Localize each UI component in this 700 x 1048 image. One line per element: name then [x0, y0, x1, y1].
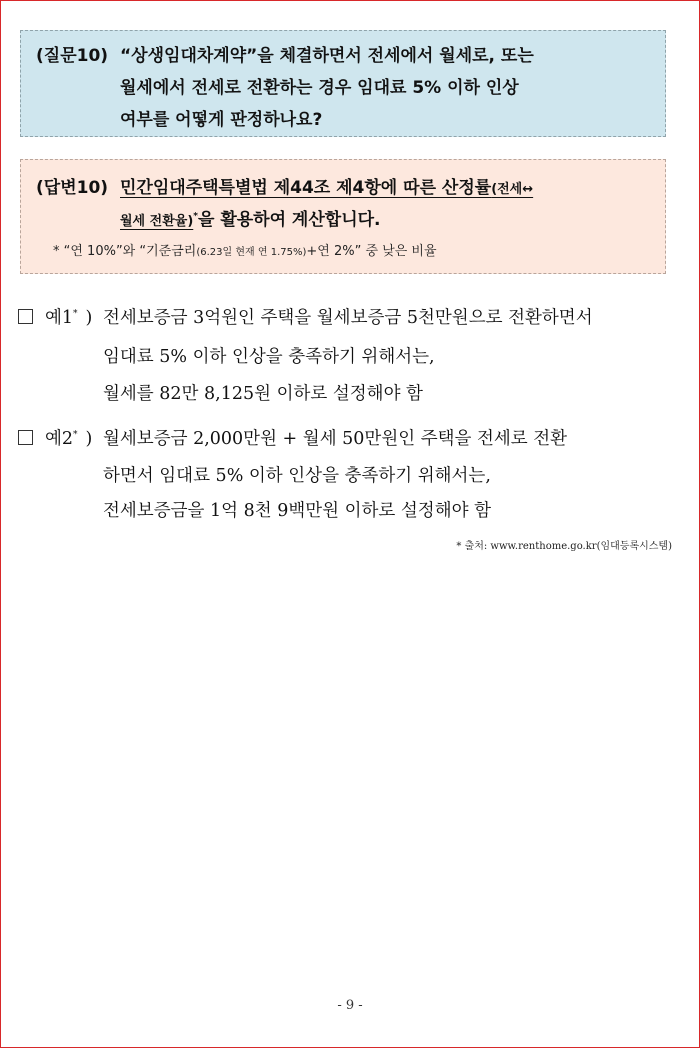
example-2-line-2: 하면서 임대료 5% 이하 인상을 충족하기 위해서는, [103, 466, 491, 486]
checkbox-icon [18, 309, 33, 324]
example-1: 예1* ) [18, 304, 92, 329]
answer-box [20, 159, 666, 274]
example-1-line-2: 임대료 5% 이하 인상을 충족하기 위해서는, [103, 347, 435, 367]
question-box [20, 30, 666, 137]
question-label: (질문10) [36, 46, 109, 66]
page-number: - 9 - [337, 998, 363, 1013]
example-2-line-3: 전세보증금을 1억 8천 9백만원 이하로 설정해야 함 [103, 501, 491, 521]
answer-line-1 [120, 173, 533, 198]
example-2-line-1: 월세보증금 2,000만원 + 월세 50만원인 주택을 전세로 전환 [103, 429, 568, 449]
answer-label: (답변10) [36, 178, 109, 198]
question-line-3: 여부를 어떻게 판정하나요? [120, 110, 323, 130]
example-1-line-3: 월세를 82만 8,125원 이하로 설정해야 함 [103, 384, 423, 404]
example-2-footnote-mark: * [73, 430, 78, 441]
example-2-label: 예2 [45, 429, 74, 449]
answer-line-2-underlined: 월세 전환율) [120, 214, 194, 229]
example-2: 예2* ) [18, 425, 92, 450]
answer-line-2-rest: 을 활용하여 계산합니다. [197, 210, 381, 230]
answer-line-2 [120, 205, 381, 230]
answer-line-1-main: 민간임대주택특별법 제44조 제4항에 따른 산정률 [120, 178, 492, 198]
question-line-2: 월세에서 전세로 전환하는 경우 임대료 5% 이하 인상 [120, 78, 519, 98]
answer-note-small: (6.23일 현재 연 1.75%) [196, 247, 307, 258]
answer-note-a: * “연 10%”와 “기준금리 [53, 244, 197, 259]
example-1-label: 예1 [45, 308, 74, 328]
checkbox-icon [18, 430, 33, 445]
source-note: * 출처: www.renthome.go.kr(임대등록시스템) [456, 541, 672, 552]
answer-note-b: +연 2%” 중 낮은 비율 [306, 244, 437, 259]
answer-note [53, 240, 437, 259]
question-line-1: “상생임대차계약”을 체결하면서 전세에서 월세로, 또는 [120, 46, 534, 66]
answer-footnote-mark: * [193, 211, 198, 222]
answer-line-1-paren: (전세↔ [491, 182, 534, 197]
example-1-line-1: 전세보증금 3억원인 주택을 월세보증금 5천만원으로 전환하면서 [103, 308, 593, 328]
example-1-footnote-mark: * [73, 309, 78, 320]
